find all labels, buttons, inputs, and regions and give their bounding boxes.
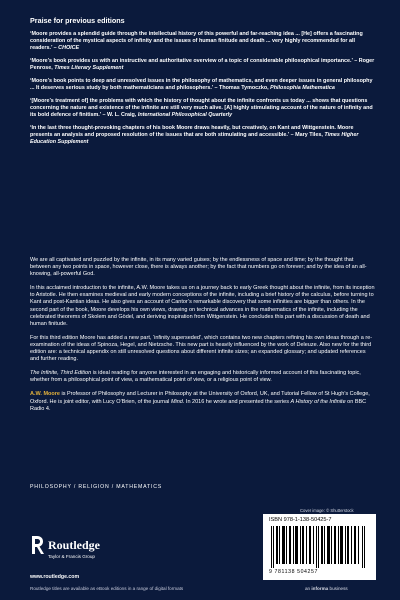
barcode-icon	[269, 526, 369, 568]
informa-tagline: an informa business	[305, 586, 348, 591]
praise-section	[30, 16, 375, 152]
description-paragraph: In this acclaimed introduction to the infinite, A.W. Moore takes us on a journey back to early Greek thought about the infinite, from its inception to Aristotle. He then examines medieval and early modern conceptions of the infinite, including a brief history of the calculus, before turning to Kant and post-Kantian ideas. He also gives an account of Cantor’s remarkable discovery that some infinities are bigger than others. In the second part of the book, Moore develops his own views, drawing on technical advances in the mathematics of the infinite, including the celebrated theorems of Skolem and Gödel, and deriving inspiration from Wittgenstein. He concludes this part with a discussion of death and human finitude.	[30, 285, 375, 327]
praise-quote: ‘Moore’s book points to deep and unresolved issues in the philosophy of mathematics, and even deeper issues in general philosophy ... It deserves serious study by both mathematicians and philosophers.’ – Thomas Tymoczko, Philosophia Mathematica	[30, 78, 373, 91]
description-paragraph: The Infinite, Third Edition is ideal reading for anyone interested in an engaging and historically informed account of this fascinating topic, whether from a philosophical point of view, a mathematical point of view, or a religious point of view.	[30, 370, 361, 384]
praise-quote: ‘In the last three thought-provoking chapters of his book Moore draws heavily, but creatively, on Kant and Wittgenstein. Moore presents an analysis and proposed resolution of the issues that are both stimulating and accessible.’ – Mary Tiles, Times Higher Education Supplement	[30, 125, 359, 145]
publisher-logo	[30, 532, 150, 572]
praise-quote: ‘[Moore’s treatment of] the problems with which the history of thought about the infinite confronts us today ... shows that questions concerning the nature and existence of the infinite are still very much alive. [A] highly stimulating account of the nature of infinity and its bold defence of finitism.’ – W. L. Craig, International Philosophical Quarterly	[30, 98, 373, 118]
description-section	[30, 257, 375, 420]
isbn-label: ISBN 978-1-138-50425-7	[269, 517, 332, 523]
barcode-number: 9 781138 504257	[269, 569, 319, 575]
cover-image-credit: Cover image: © Shutterstock	[300, 508, 354, 513]
publisher-website: www.routledge.com	[30, 574, 80, 580]
author-bio: A.W. Moore is Professor of Philosophy and Lecturer in Philosophy at the University of Oxford, UK, and Tutorial Fellow of St Hugh’s College, Oxford. He is joint editor, with Lucy O’Brien, of the journal Mind. In 2016 he wrote and presented the series A History of the Infinite on BBC Radio 4.	[30, 391, 370, 412]
author-name: A.W. Moore	[30, 391, 60, 398]
description-paragraph: We are all captivated and puzzled by the infinite, in its many varied guises; by the endlessness of space and time; by the thought that between any two points in space, however close, there is always another; by the fact that numbers go on forever; and by the idea of an all-knowing, all-powerful God.	[30, 257, 367, 278]
ebook-note: Routledge titles are available as eBook editions in a range of digital formats	[30, 586, 184, 591]
barcode-panel	[263, 514, 376, 580]
praise-heading: Praise for previous editions	[30, 16, 125, 25]
praise-quote: ‘Moore’s book provides us with an instructive and authoritative overview of a topic of considerable philosophical importance.’ – Roger Penrose, Times Literary Supplement	[30, 58, 375, 71]
publisher-group: Taylor & Francis Group	[48, 554, 95, 559]
routledge-logo-icon	[30, 534, 44, 556]
praise-quote: ‘Moore provides a splendid guide through the intellectual history of this powerful and far-reaching idea ... [He] offers a fascinating consideration of the mystical aspects of infinity and the issues of human finitude and death ... very highly recommended for all readers.’ – CHOICE	[30, 31, 363, 51]
subject-categories: PHILOSOPHY / RELIGION / MATHEMATICS	[30, 484, 163, 490]
publisher-name: Routledge	[48, 538, 100, 552]
description-paragraph: For this third edition Moore has added a new part, ‘infinity superseded’, which contains two new chapters refining his own ideas through a re-examination of the ideas of Spinoza, Hegel, and Nietzsche. This new part is heavily influenced by the work of Deleuze. Also new for the third edition are: a technical appendix on still unresolved questions about different infinite sizes; an expanded glossary; and updated references and further reading.	[30, 334, 373, 363]
